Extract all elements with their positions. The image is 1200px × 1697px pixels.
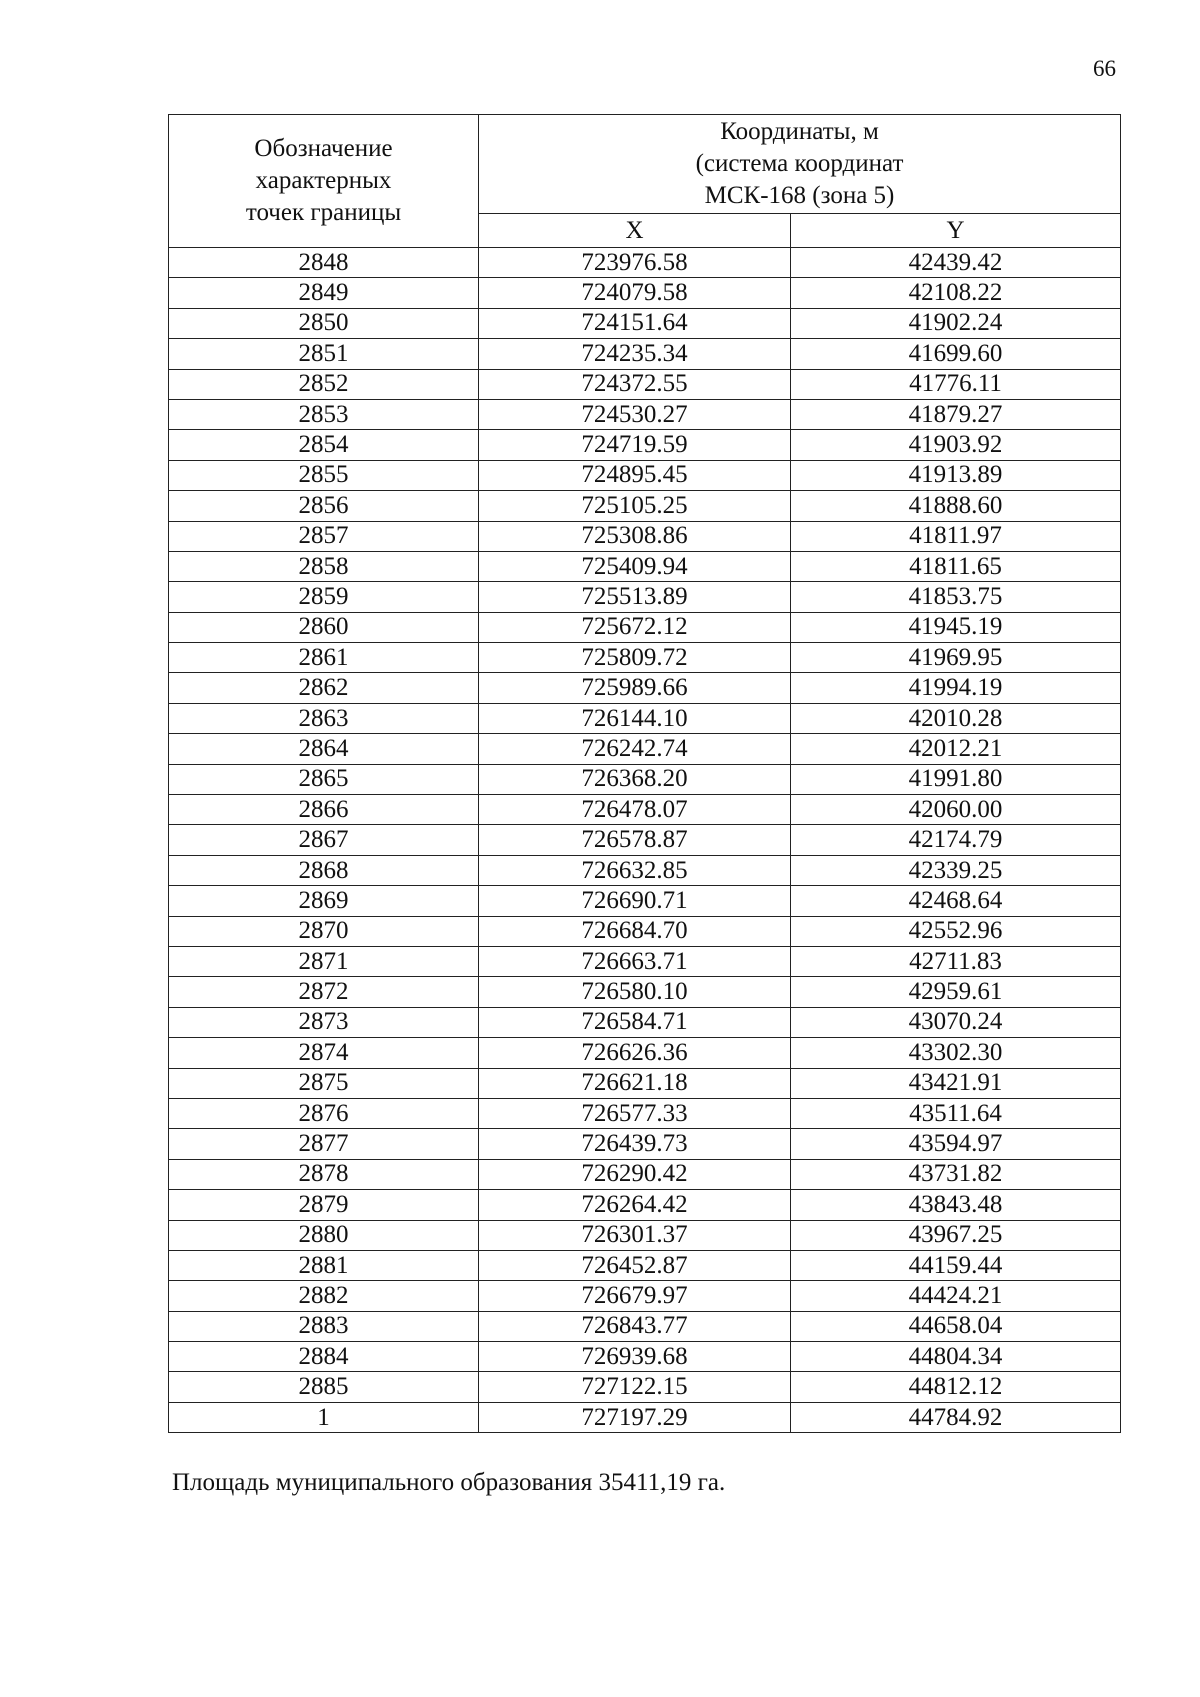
y-coordinate-cell: 44804.34: [791, 1342, 1121, 1372]
y-coordinate-cell: 42439.42: [791, 248, 1121, 278]
y-coordinate-cell: 44159.44: [791, 1250, 1121, 1280]
y-coordinate-cell: 41903.92: [791, 430, 1121, 460]
x-coordinate-cell: 723976.58: [479, 248, 791, 278]
table-row: [169, 1007, 1121, 1037]
table-row: [169, 1342, 1121, 1372]
y-coordinate-cell: 41699.60: [791, 339, 1121, 369]
y-coordinate-cell: 41811.97: [791, 521, 1121, 551]
x-coordinate-cell: 726584.71: [479, 1007, 791, 1037]
table-row: [169, 1098, 1121, 1128]
point-id-cell: 2869: [169, 886, 479, 916]
area-note: Площадь муниципального образования 35411,19 га.: [172, 1469, 726, 1496]
y-coordinate-cell: 44784.92: [791, 1402, 1121, 1432]
y-coordinate-cell: 42552.96: [791, 916, 1121, 946]
x-coordinate-cell: 726478.07: [479, 795, 791, 825]
table-row: [169, 430, 1121, 460]
x-coordinate-cell: 726843.77: [479, 1311, 791, 1341]
table-row: [169, 734, 1121, 764]
point-id-cell: 2865: [169, 764, 479, 794]
coordinates-header-line: Координаты, м: [720, 118, 879, 145]
y-coordinate-cell: 41991.80: [791, 764, 1121, 794]
x-coordinate-cell: 727122.15: [479, 1372, 791, 1402]
table-row: [169, 1129, 1121, 1159]
x-coordinate-cell: 724235.34: [479, 339, 791, 369]
x-coordinate-cell: 726452.87: [479, 1250, 791, 1280]
table-row: [169, 551, 1121, 581]
table-row: [169, 460, 1121, 490]
y-coordinate-cell: 41902.24: [791, 308, 1121, 338]
x-coordinate-cell: 726939.68: [479, 1342, 791, 1372]
x-coordinate-cell: 724530.27: [479, 399, 791, 429]
point-id-cell: 2854: [169, 430, 479, 460]
y-coordinate-cell: 41879.27: [791, 399, 1121, 429]
x-coordinate-cell: 725809.72: [479, 643, 791, 673]
point-id-cell: 2871: [169, 946, 479, 976]
y-coordinate-cell: 41994.19: [791, 673, 1121, 703]
table-row: [169, 916, 1121, 946]
x-coordinate-cell: 726578.87: [479, 825, 791, 855]
point-id-cell: 1: [169, 1402, 479, 1432]
x-coordinate-cell: 724719.59: [479, 430, 791, 460]
y-coordinate-cell: 43731.82: [791, 1159, 1121, 1189]
x-coordinate-cell: 726679.97: [479, 1281, 791, 1311]
point-id-cell: 2884: [169, 1342, 479, 1372]
point-id-cell: 2860: [169, 612, 479, 642]
y-coordinate-cell: 41776.11: [791, 369, 1121, 399]
point-id-cell: 2880: [169, 1220, 479, 1250]
table-row: [169, 582, 1121, 612]
point-id-cell: 2858: [169, 551, 479, 581]
point-id-cell: 2882: [169, 1281, 479, 1311]
y-coordinate-cell: 41945.19: [791, 612, 1121, 642]
y-coordinate-cell: 42959.61: [791, 977, 1121, 1007]
x-coordinate-cell: 726626.36: [479, 1038, 791, 1068]
point-id-cell: 2877: [169, 1129, 479, 1159]
x-coordinate-cell: 726684.70: [479, 916, 791, 946]
x-coordinate-cell: 726577.33: [479, 1098, 791, 1128]
point-id-cell: 2866: [169, 795, 479, 825]
table-row: [169, 1402, 1121, 1432]
point-id-cell: 2848: [169, 248, 479, 278]
y-coordinate-cell: 42711.83: [791, 946, 1121, 976]
table-row: [169, 278, 1121, 308]
y-coordinate-cell: 43421.91: [791, 1068, 1121, 1098]
x-coordinate-cell: 725308.86: [479, 521, 791, 551]
y-coordinate-cell: 43070.24: [791, 1007, 1121, 1037]
point-id-cell: 2856: [169, 491, 479, 521]
y-coordinate-cell: 42012.21: [791, 734, 1121, 764]
x-coordinate-cell: 725672.12: [479, 612, 791, 642]
x-coordinate-cell: 724151.64: [479, 308, 791, 338]
y-coordinate-cell: 44658.04: [791, 1311, 1121, 1341]
x-coordinate-cell: 726290.42: [479, 1159, 791, 1189]
coordinates-table: [168, 114, 1121, 1433]
y-coordinate-cell: 44424.21: [791, 1281, 1121, 1311]
point-id-cell: 2855: [169, 460, 479, 490]
point-id-cell: 2862: [169, 673, 479, 703]
x-coordinate-cell: 726144.10: [479, 703, 791, 733]
table-row: [169, 1311, 1121, 1341]
y-coordinate-cell: 42174.79: [791, 825, 1121, 855]
x-coordinate-cell: 726242.74: [479, 734, 791, 764]
y-coordinate-cell: 41969.95: [791, 643, 1121, 673]
designation-header-line: Обозначение: [254, 135, 393, 162]
point-id-cell: 2851: [169, 339, 479, 369]
table-row: [169, 946, 1121, 976]
point-id-cell: 2863: [169, 703, 479, 733]
y-coordinate-cell: 41853.75: [791, 582, 1121, 612]
point-id-cell: 2850: [169, 308, 479, 338]
designation-header: [169, 115, 479, 248]
coordinates-header: [479, 115, 1121, 214]
y-coordinate-cell: 43302.30: [791, 1038, 1121, 1068]
point-id-cell: 2875: [169, 1068, 479, 1098]
x-coordinate-cell: 725989.66: [479, 673, 791, 703]
point-id-cell: 2872: [169, 977, 479, 1007]
point-id-cell: 2885: [169, 1372, 479, 1402]
x-coordinate-cell: 726632.85: [479, 855, 791, 885]
y-coordinate-cell: 44812.12: [791, 1372, 1121, 1402]
y-coordinate-cell: 42468.64: [791, 886, 1121, 916]
x-coordinate-cell: 727197.29: [479, 1402, 791, 1432]
x-coordinate-cell: 726301.37: [479, 1220, 791, 1250]
table-row: [169, 521, 1121, 551]
y-coordinate-cell: 42010.28: [791, 703, 1121, 733]
coordinates-header-line: (система координат: [695, 150, 904, 177]
table-row: [169, 1372, 1121, 1402]
point-id-cell: 2853: [169, 399, 479, 429]
x-coordinate-cell: 724079.58: [479, 278, 791, 308]
point-id-cell: 2874: [169, 1038, 479, 1068]
table-row: [169, 977, 1121, 1007]
coordinates-header-line: МСК-168 (зона 5): [704, 182, 895, 209]
x-coordinate-cell: 726663.71: [479, 946, 791, 976]
table-row: [169, 886, 1121, 916]
x-coordinate-cell: 726264.42: [479, 1190, 791, 1220]
y-coordinate-cell: 41913.89: [791, 460, 1121, 490]
y-column-header: Y: [791, 214, 1121, 248]
table-row: [169, 673, 1121, 703]
x-coordinate-cell: 726621.18: [479, 1068, 791, 1098]
y-coordinate-cell: 43843.48: [791, 1190, 1121, 1220]
table-row: [169, 1190, 1121, 1220]
point-id-cell: 2883: [169, 1311, 479, 1341]
x-coordinate-cell: 726368.20: [479, 764, 791, 794]
table-row: [169, 1220, 1121, 1250]
point-id-cell: 2859: [169, 582, 479, 612]
table-row: [169, 795, 1121, 825]
table-row: [169, 369, 1121, 399]
point-id-cell: 2867: [169, 825, 479, 855]
table-row: [169, 339, 1121, 369]
table-row: [169, 1159, 1121, 1189]
point-id-cell: 2857: [169, 521, 479, 551]
table-row: [169, 1068, 1121, 1098]
y-coordinate-cell: 41888.60: [791, 491, 1121, 521]
table-row: [169, 308, 1121, 338]
y-coordinate-cell: 43511.64: [791, 1098, 1121, 1128]
x-coordinate-cell: 726690.71: [479, 886, 791, 916]
point-id-cell: 2849: [169, 278, 479, 308]
table-row: [169, 764, 1121, 794]
y-coordinate-cell: 42339.25: [791, 855, 1121, 885]
point-id-cell: 2852: [169, 369, 479, 399]
x-coordinate-cell: 726439.73: [479, 1129, 791, 1159]
x-coordinate-cell: 726580.10: [479, 977, 791, 1007]
point-id-cell: 2878: [169, 1159, 479, 1189]
x-coordinate-cell: 725409.94: [479, 551, 791, 581]
y-coordinate-cell: 43967.25: [791, 1220, 1121, 1250]
point-id-cell: 2881: [169, 1250, 479, 1280]
y-coordinate-cell: 43594.97: [791, 1129, 1121, 1159]
y-coordinate-cell: 42108.22: [791, 278, 1121, 308]
point-id-cell: 2870: [169, 916, 479, 946]
x-coordinate-cell: 725513.89: [479, 582, 791, 612]
table-row: [169, 612, 1121, 642]
point-id-cell: 2876: [169, 1098, 479, 1128]
table-body: [169, 248, 1121, 1433]
point-id-cell: 2861: [169, 643, 479, 673]
designation-header-line: характерных: [255, 167, 392, 194]
point-id-cell: 2879: [169, 1190, 479, 1220]
point-id-cell: 2868: [169, 855, 479, 885]
x-coordinate-cell: 725105.25: [479, 491, 791, 521]
point-id-cell: 2864: [169, 734, 479, 764]
table-row: [169, 1250, 1121, 1280]
x-coordinate-cell: 724372.55: [479, 369, 791, 399]
page-number: 66: [1093, 56, 1116, 81]
table-row: [169, 1281, 1121, 1311]
table-row: [169, 855, 1121, 885]
y-coordinate-cell: 42060.00: [791, 795, 1121, 825]
table-row: [169, 248, 1121, 278]
table-row: [169, 825, 1121, 855]
x-coordinate-cell: 724895.45: [479, 460, 791, 490]
table-row: [169, 1038, 1121, 1068]
table-row: [169, 491, 1121, 521]
y-coordinate-cell: 41811.65: [791, 551, 1121, 581]
table-row: [169, 643, 1121, 673]
x-column-header: X: [479, 214, 791, 248]
designation-header-line: точек границы: [245, 199, 402, 226]
table-row: [169, 703, 1121, 733]
point-id-cell: 2873: [169, 1007, 479, 1037]
table-row: [169, 399, 1121, 429]
